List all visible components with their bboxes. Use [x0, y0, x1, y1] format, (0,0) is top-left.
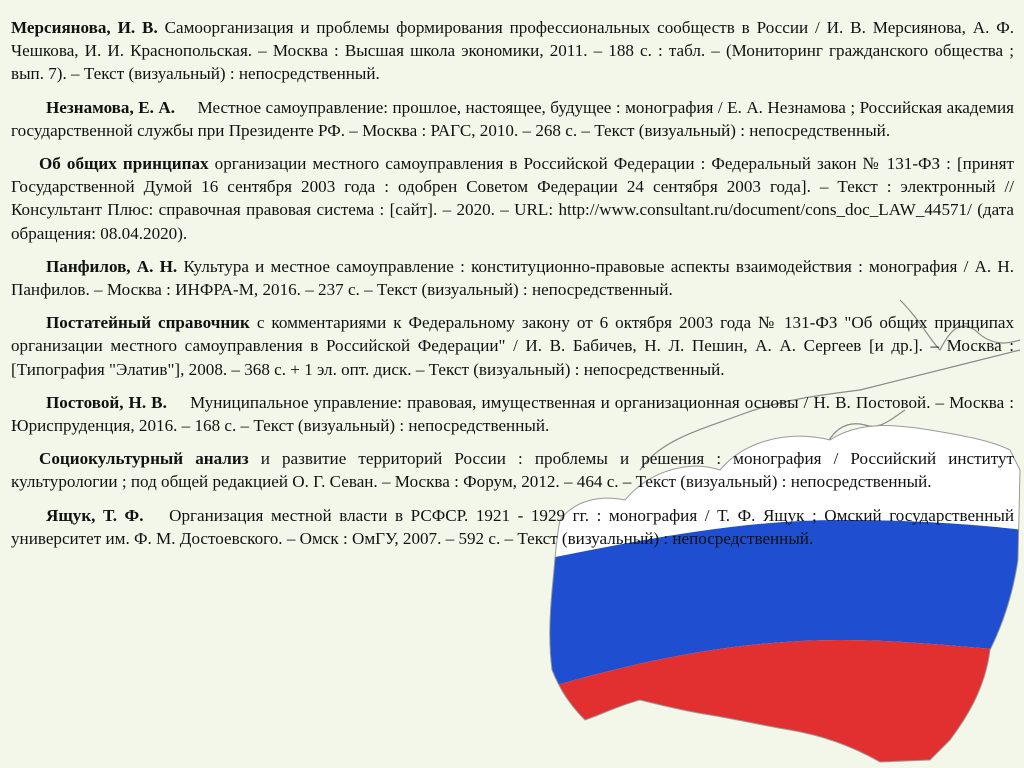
reference-author: Панфилов, А. Н.: [46, 256, 178, 276]
reference-author: Постатейный справочник: [46, 313, 250, 333]
reference-author: Социокультурный анализ: [39, 449, 249, 469]
reference-item: [11, 152, 1014, 245]
reference-text: организации местного самоуправления в Российской Федерации : Федеральный закон № 131-ФЗ : [принят Государственной Думой 16 сентября 2003 года : одобрен Советом Федерации 24 сентября 2003 года]. – Текст : электронный // Консультант Плюс: справочная правовая система : [сайт]. – 2020. – URL: http://www.consultant.ru/document/cons_doc_LAW_44571/ (дата обращения: 08.04.2020).: [11, 154, 1014, 243]
reference-author: Ящук, Т. Ф.: [46, 505, 144, 525]
reference-item: [11, 16, 1014, 86]
reference-text: Организация местной власти в РСФСР. 1921 - 1929 гг. : монография / Т. Ф. Ящук ; Омский государственный университет им. Ф. М. Достоевского. – Омск : ОмГУ, 2007. – 592 с. – Текст (визуальный) : непосредственный.: [11, 505, 1014, 548]
reference-list: [11, 16, 1014, 560]
reference-item: [11, 391, 1014, 437]
reference-author: Постовой, Н. В.: [46, 392, 167, 412]
reference-item: [11, 504, 1014, 550]
reference-author: Незнамова, Е. А.: [46, 97, 176, 117]
reference-item: [11, 447, 1014, 493]
reference-item: [11, 255, 1014, 301]
reference-text: Муниципальное управление: правовая, имущественная и организационная основы / Н. В. Постовой. – Москва : Юриспруденция, 2016. – 168 с. – Текст (визуальный) : непосредственный.: [11, 392, 1014, 436]
reference-author: Об общих принципах: [39, 154, 209, 174]
reference-text: Культура и местное самоуправление : конституционно-правовые аспекты взаимодействия : монография / А. Н. Панфилов. – Москва : ИНФРА-М, 2016. – 237 с. – Текст (визуальный) : непосредственный.: [11, 256, 1014, 300]
reference-text: Самоорганизация и проблемы формирования профессиональных сообществ в России / И. В. Мерсиянова, А. Ф. Чешкова, И. И. Краснопольская. – Москва : Высшая школа экономики, 2011. – 188 с. : табл. – (Мониторинг гражданского общества ; вып. 7). – Текст (визуальный) : непосредственный.: [11, 18, 1015, 84]
reference-text: и развитие территорий России : проблемы и решения : монография / Российский институт культурологии ; под общей редакцией О. Г. Севан. – Москва : Форум, 2012. – 464 с. – Текст (визуальный) : непосредственный.: [11, 449, 1014, 492]
reference-text: с комментариями к Федеральному закону от 6 октября 2003 года № 131-ФЗ "Об общих принципах организации местного самоуправления в Российской Федерации" / И. В. Бабичев, Н. Л. Пешин, А. А. Сергеев [и др.]. – Москва : [Типография "Элатив"], 2008. – 368 с. + 1 эл. опт. диск. – Текст (визуальный) : непосредственный.: [11, 313, 1015, 379]
reference-item: [11, 311, 1014, 381]
reference-author: Мерсиянова, И. В.: [11, 18, 158, 37]
reference-item: [11, 96, 1014, 142]
reference-text: Местное самоуправление: прошлое, настоящее, будущее : монография / Е. А. Незнамова ; Российская академия государственной службы при Президенте РФ. – Москва : РАГС, 2010. – 268 с. – Текст (визуальный) : непосредственный.: [11, 97, 1014, 140]
